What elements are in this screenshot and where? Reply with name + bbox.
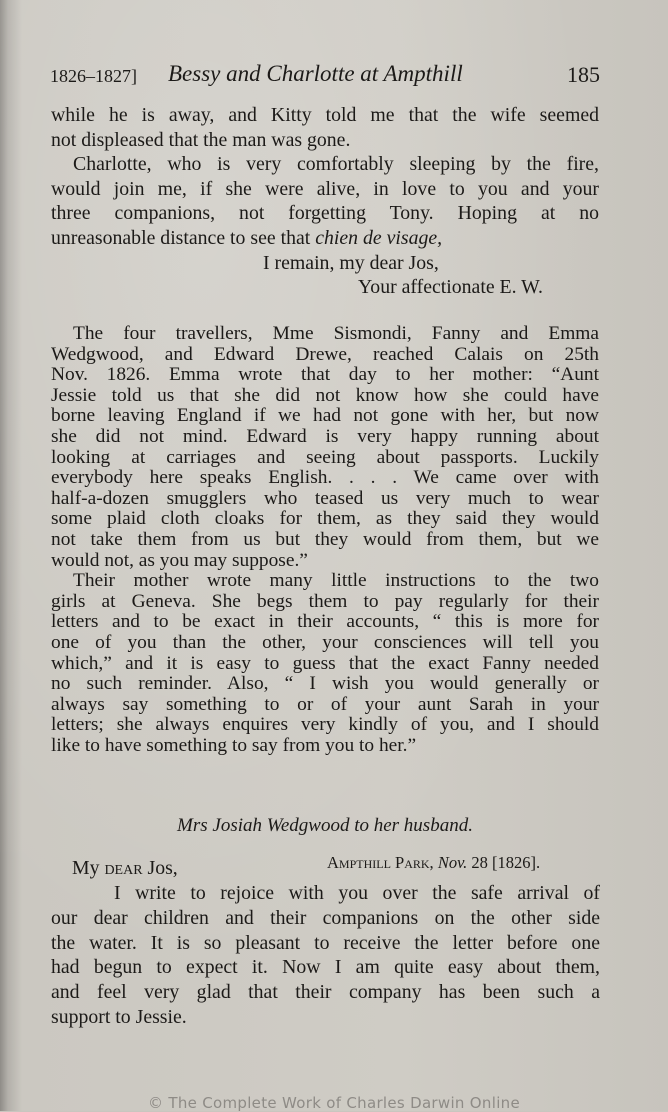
narrative-section xyxy=(51,324,599,756)
salutation-dear: dear xyxy=(104,857,143,879)
text-line: some plaid cloth cloaks for them, as they said they would xyxy=(51,508,599,530)
address-place: Ampthill Park, xyxy=(327,853,434,872)
copyright-footer: © The Complete Work of Charles Darwin Online xyxy=(148,1094,520,1112)
salutation xyxy=(72,857,178,880)
letter-address xyxy=(327,853,540,873)
header-title: Bessy and Charlotte at Ampthill xyxy=(168,61,463,86)
text-line: she did not mind. Edward is very happy running about xyxy=(51,425,599,447)
letter-heading: Mrs Josiah Wedgwood to her husband. xyxy=(177,815,473,836)
text-line: everybody here speaks English. . . . We came over with xyxy=(51,467,599,489)
text-line: our dear children and their companions on the other side xyxy=(51,906,600,929)
text-line: Wedgwood, and Edward Drewe, reached Calais on 25th xyxy=(51,343,599,365)
text-line: Charlotte, who is very comfortably sleeping by the fire, xyxy=(73,153,599,176)
text-line: looking at carriages and seeing about passports. Luckily xyxy=(51,446,599,468)
text-line: no such reminder. Also, “ I wish you would generally or xyxy=(51,673,599,695)
text-line: I write to rejoice with you over the safe arrival of xyxy=(114,882,600,904)
text-line: one of you than the other, your consciences will tell you xyxy=(51,631,599,653)
text-line: always say something to or of your aunt Sarah in your xyxy=(51,693,599,715)
address-month: Nov. xyxy=(437,853,468,872)
text-line: not take them from us but they would from them, but we xyxy=(51,528,599,550)
text-line: and feel very glad that their company has been such a xyxy=(51,981,600,1004)
text-line: which,” and it is easy to guess that the exact Fanny needed xyxy=(51,652,599,674)
salutation-jos: Jos, xyxy=(142,857,178,879)
letter-ending xyxy=(51,103,599,300)
letter-body xyxy=(51,881,600,1030)
text-line: like to have something to say from you to her.” xyxy=(51,734,417,756)
text-line: three companions, not forgetting Tony. Hoping at no xyxy=(51,202,599,225)
address-date: 28 [1826]. xyxy=(467,853,541,872)
text-line xyxy=(51,226,599,251)
text-line: half-a-dozen smugglers who teased us very much to wear xyxy=(51,487,599,509)
text-line: not displeased that the man was gone. xyxy=(51,128,351,151)
text-line: borne leaving England if we had not gone with her, but now xyxy=(51,405,599,427)
text-line: letters; she always enquires very kindly of you, and I should xyxy=(51,714,599,736)
text-line: support to Jessie. xyxy=(51,1005,187,1028)
text-line: The four travellers, Mme Sismondi, Fanny and Emma xyxy=(73,323,599,344)
text-line: would join me, if she were alive, in love to you and your xyxy=(51,177,599,200)
text-line: Nov. 1826. Emma wrote that day to her mother: “Aunt xyxy=(51,364,599,386)
text-line: had begun to expect it. Now I am quite easy about them, xyxy=(51,956,600,979)
text-line: girls at Geneva. She begs them to pay regularly for their xyxy=(51,590,599,612)
text-line: Jessie told us that she did not know how she could have xyxy=(51,384,599,406)
page-number: 185 xyxy=(567,62,600,87)
text-line: Their mother wrote many little instructions to the two xyxy=(73,570,599,592)
closing-line: I remain, my dear Jos, xyxy=(263,251,439,274)
text-line: the water. It is so pleasant to receive the letter before one xyxy=(51,931,600,954)
text-line: while he is away, and Kitty told me that the wife seemed xyxy=(51,104,599,126)
header-years: 1826–1827] xyxy=(50,66,137,86)
text-span: unreasonable distance to see that xyxy=(51,226,316,249)
signature-line: Your affectionate E. W. xyxy=(358,276,543,299)
text-line: letters and to be exact in their accounts, “ this is more for xyxy=(51,611,599,633)
italic-phrase: chien de visage, xyxy=(315,226,443,249)
running-header xyxy=(50,60,600,94)
text-line: would not, as you may suppose.” xyxy=(51,549,308,571)
salutation-my: My xyxy=(72,857,105,879)
